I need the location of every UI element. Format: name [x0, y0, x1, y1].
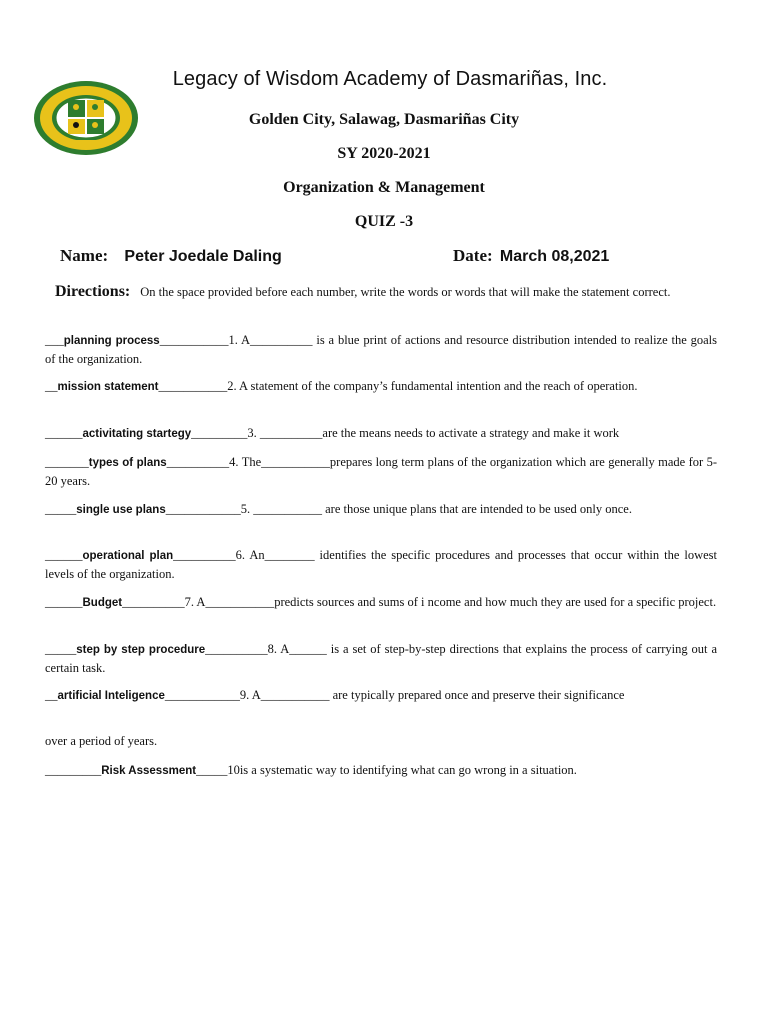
- item-number: ___________1.: [159, 333, 241, 347]
- item-blank: ______: [45, 548, 83, 562]
- item-statement: ___________ are those unique plans that are intended to be used only once.: [253, 502, 632, 516]
- item-answer: Budget: [82, 597, 123, 609]
- name-value: Peter Joedale Daling: [124, 248, 282, 265]
- date-row: [453, 246, 609, 266]
- item-answer: mission statement: [57, 381, 159, 393]
- item-answer: Risk Assessment: [101, 765, 197, 777]
- item-answer: step by step procedure: [76, 644, 206, 656]
- item-statement: The___________prepares long term plans of the organization which are generally made for 5-20 years.: [45, 455, 717, 488]
- item-answer: activitating startegy: [82, 428, 192, 440]
- item-answer: planning process: [63, 335, 160, 347]
- item-number: __________6.: [173, 548, 250, 562]
- quiz-item-1: [45, 331, 717, 368]
- item-blank: __: [45, 379, 58, 393]
- item-statement: is a systematic way to identifying what can go wrong in a situation.: [239, 763, 577, 777]
- item-blank: ______: [45, 595, 83, 609]
- quiz-item-10: [45, 761, 717, 780]
- school-year: SY 2020-2021: [337, 145, 431, 162]
- item-answer: artificial Inteligence: [57, 690, 165, 702]
- school-name: Legacy of Wisdom Academy of Dasmariñas, Inc.: [172, 68, 608, 90]
- item-blank: _________: [45, 763, 102, 777]
- school-address: Golden City, Salawag, Dasmariñas City: [248, 111, 520, 128]
- item-number: ____________9.: [164, 688, 252, 702]
- item-statement: A statement of the company’s fundamental intention and the reach of operation.: [239, 379, 638, 393]
- quiz-item-4: [45, 453, 717, 490]
- name-row: [60, 246, 282, 266]
- quiz-item-8: [45, 640, 717, 677]
- item-number: _____10: [196, 763, 240, 777]
- date-label: Date:: [453, 246, 493, 265]
- quiz-title: QUIZ -3: [354, 213, 414, 230]
- item-number: _________3.: [191, 426, 260, 440]
- item-statement: A___________predicts sources and sums of i ncome and how much they are used for a specific project.: [196, 595, 717, 609]
- quiz-item-6: [45, 546, 717, 583]
- item-statement: over a period of years.: [45, 734, 158, 748]
- quiz-item-9-continued: [45, 732, 717, 751]
- item-number: ___________2.: [158, 379, 240, 393]
- item-answer: types of plans: [88, 457, 167, 469]
- quiz-item-5: [45, 500, 717, 519]
- quiz-item-2: [45, 377, 717, 396]
- directions-text: On the space provided before each number, write the words or words that will make the statement correct.: [140, 285, 671, 299]
- item-blank: _____: [45, 642, 77, 656]
- quiz-item-9: [45, 686, 717, 705]
- directions: [45, 283, 717, 301]
- item-blank: ______: [45, 426, 83, 440]
- item-answer: operational plan: [82, 550, 174, 562]
- item-statement: A___________ are typically prepared once and preserve their significance: [251, 688, 625, 702]
- item-number: ____________5.: [165, 502, 254, 516]
- item-blank: ___: [45, 333, 64, 347]
- item-statement: An________ identifies the specific procedures and processes that occur within the lowest levels of the organization.: [45, 548, 717, 581]
- item-statement: A______ is a set of step-by-step directions that explains the process of carrying out a certain task.: [45, 642, 717, 675]
- item-blank: _____: [45, 502, 77, 516]
- name-label: Name:: [60, 246, 109, 265]
- quiz-item-7: [45, 593, 717, 612]
- item-answer: single use plans: [76, 504, 166, 516]
- item-blank: _______: [45, 455, 89, 469]
- item-blank: __: [45, 688, 58, 702]
- item-statement: A__________ is a blue print of actions and resource distribution intended to realize the goals of the organization.: [45, 333, 717, 366]
- item-number: __________8.: [205, 642, 281, 656]
- item-number: __________4.: [166, 455, 242, 469]
- quiz-item-3: [45, 424, 717, 443]
- date-value: March 08,2021: [499, 248, 610, 265]
- item-number: __________7.: [122, 595, 197, 609]
- item-statement: __________are the means needs to activate a strategy and make it work: [259, 426, 620, 440]
- subject-title: Organization & Management: [283, 179, 485, 196]
- directions-label: Directions:: [55, 283, 131, 300]
